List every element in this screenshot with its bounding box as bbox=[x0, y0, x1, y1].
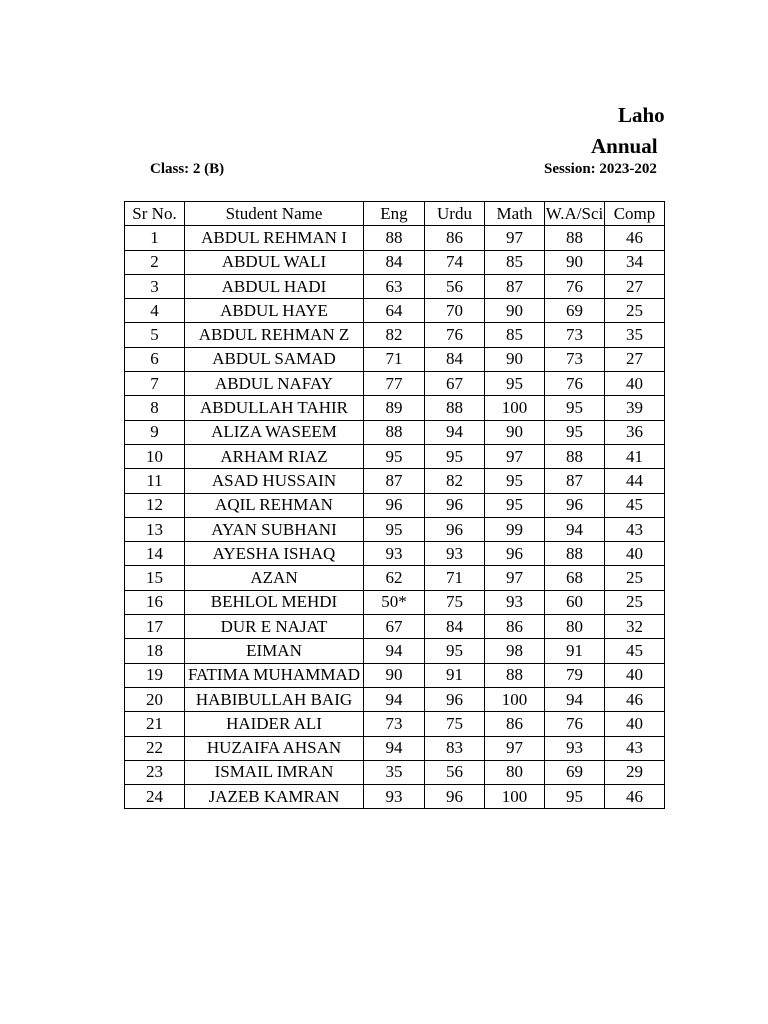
eng-cell: 88 bbox=[364, 420, 425, 444]
sr-no-cell: 13 bbox=[125, 517, 185, 541]
marks-table bbox=[124, 201, 665, 809]
math-cell: 100 bbox=[485, 687, 545, 711]
student-name-cell: DUR E NAJAT bbox=[185, 615, 364, 639]
table-row bbox=[125, 663, 665, 687]
eng-cell: 89 bbox=[364, 396, 425, 420]
student-name-cell: JAZEB KAMRAN bbox=[185, 785, 364, 809]
wa-sci-cell: 80 bbox=[545, 615, 605, 639]
wa-sci-cell: 73 bbox=[545, 323, 605, 347]
session-label: Session: 2023-202 bbox=[544, 161, 657, 177]
math-cell: 88 bbox=[485, 663, 545, 687]
student-name-cell: ARHAM RIAZ bbox=[185, 444, 364, 468]
math-cell: 97 bbox=[485, 736, 545, 760]
column-header-math: Math bbox=[485, 202, 545, 226]
wa-sci-cell: 95 bbox=[545, 785, 605, 809]
class-label: Class: 2 (B) bbox=[150, 161, 225, 177]
eng-cell: 93 bbox=[364, 785, 425, 809]
math-cell: 100 bbox=[485, 396, 545, 420]
urdu-cell: 88 bbox=[425, 396, 485, 420]
table-header-row bbox=[125, 202, 665, 226]
eng-cell: 50* bbox=[364, 590, 425, 614]
sr-no-cell: 1 bbox=[125, 226, 185, 250]
table-row bbox=[125, 250, 665, 274]
page-title-line1: Laho bbox=[618, 103, 665, 127]
math-cell: 95 bbox=[485, 372, 545, 396]
student-name-cell: AYAN SUBHANI bbox=[185, 517, 364, 541]
sr-no-cell: 18 bbox=[125, 639, 185, 663]
urdu-cell: 76 bbox=[425, 323, 485, 347]
math-cell: 85 bbox=[485, 250, 545, 274]
wa-sci-cell: 95 bbox=[545, 396, 605, 420]
table-row bbox=[125, 517, 665, 541]
sr-no-cell: 6 bbox=[125, 347, 185, 371]
sr-no-cell: 10 bbox=[125, 444, 185, 468]
urdu-cell: 75 bbox=[425, 712, 485, 736]
urdu-cell: 96 bbox=[425, 493, 485, 517]
comp-cell: 46 bbox=[605, 785, 665, 809]
math-cell: 80 bbox=[485, 760, 545, 784]
wa-sci-cell: 93 bbox=[545, 736, 605, 760]
urdu-cell: 96 bbox=[425, 687, 485, 711]
sr-no-cell: 9 bbox=[125, 420, 185, 444]
math-cell: 97 bbox=[485, 444, 545, 468]
math-cell: 95 bbox=[485, 493, 545, 517]
comp-cell: 36 bbox=[605, 420, 665, 444]
table-row bbox=[125, 420, 665, 444]
wa-sci-cell: 68 bbox=[545, 566, 605, 590]
student-name-cell: HAIDER ALI bbox=[185, 712, 364, 736]
urdu-cell: 93 bbox=[425, 542, 485, 566]
urdu-cell: 71 bbox=[425, 566, 485, 590]
wa-sci-cell: 88 bbox=[545, 226, 605, 250]
math-cell: 90 bbox=[485, 420, 545, 444]
math-cell: 93 bbox=[485, 590, 545, 614]
comp-cell: 27 bbox=[605, 347, 665, 371]
comp-cell: 32 bbox=[605, 615, 665, 639]
urdu-cell: 95 bbox=[425, 444, 485, 468]
student-name-cell: HABIBULLAH BAIG bbox=[185, 687, 364, 711]
math-cell: 86 bbox=[485, 615, 545, 639]
student-name-cell: AZAN bbox=[185, 566, 364, 590]
sr-no-cell: 22 bbox=[125, 736, 185, 760]
table-row bbox=[125, 712, 665, 736]
sr-no-cell: 3 bbox=[125, 274, 185, 298]
table-row bbox=[125, 493, 665, 517]
comp-cell: 44 bbox=[605, 469, 665, 493]
sr-no-cell: 15 bbox=[125, 566, 185, 590]
eng-cell: 71 bbox=[364, 347, 425, 371]
comp-cell: 43 bbox=[605, 517, 665, 541]
student-name-cell: FATIMA MUHAMMAD bbox=[185, 663, 364, 687]
comp-cell: 35 bbox=[605, 323, 665, 347]
eng-cell: 95 bbox=[364, 517, 425, 541]
table-row bbox=[125, 469, 665, 493]
wa-sci-cell: 96 bbox=[545, 493, 605, 517]
math-cell: 99 bbox=[485, 517, 545, 541]
eng-cell: 94 bbox=[364, 639, 425, 663]
student-name-cell: ABDUL WALI bbox=[185, 250, 364, 274]
table-row bbox=[125, 299, 665, 323]
math-cell: 87 bbox=[485, 274, 545, 298]
comp-cell: 27 bbox=[605, 274, 665, 298]
student-name-cell: EIMAN bbox=[185, 639, 364, 663]
urdu-cell: 84 bbox=[425, 347, 485, 371]
wa-sci-cell: 87 bbox=[545, 469, 605, 493]
sr-no-cell: 20 bbox=[125, 687, 185, 711]
math-cell: 97 bbox=[485, 566, 545, 590]
table-row bbox=[125, 615, 665, 639]
student-name-cell: ABDUL SAMAD bbox=[185, 347, 364, 371]
math-cell: 96 bbox=[485, 542, 545, 566]
student-name-cell: ALIZA WASEEM bbox=[185, 420, 364, 444]
wa-sci-cell: 76 bbox=[545, 274, 605, 298]
student-name-cell: AYESHA ISHAQ bbox=[185, 542, 364, 566]
column-header-wa-sci: W.A/Sci bbox=[545, 202, 605, 226]
eng-cell: 90 bbox=[364, 663, 425, 687]
comp-cell: 45 bbox=[605, 639, 665, 663]
urdu-cell: 84 bbox=[425, 615, 485, 639]
column-header-urdu: Urdu bbox=[425, 202, 485, 226]
sr-no-cell: 2 bbox=[125, 250, 185, 274]
sr-no-cell: 12 bbox=[125, 493, 185, 517]
table-row bbox=[125, 760, 665, 784]
student-name-cell: HUZAIFA AHSAN bbox=[185, 736, 364, 760]
eng-cell: 87 bbox=[364, 469, 425, 493]
urdu-cell: 82 bbox=[425, 469, 485, 493]
table-row bbox=[125, 542, 665, 566]
sr-no-cell: 23 bbox=[125, 760, 185, 784]
comp-cell: 46 bbox=[605, 226, 665, 250]
table-row bbox=[125, 226, 665, 250]
wa-sci-cell: 79 bbox=[545, 663, 605, 687]
wa-sci-cell: 88 bbox=[545, 444, 605, 468]
table-row bbox=[125, 372, 665, 396]
eng-cell: 94 bbox=[364, 736, 425, 760]
eng-cell: 96 bbox=[364, 493, 425, 517]
table-row bbox=[125, 323, 665, 347]
eng-cell: 84 bbox=[364, 250, 425, 274]
table-row bbox=[125, 639, 665, 663]
wa-sci-cell: 94 bbox=[545, 687, 605, 711]
eng-cell: 95 bbox=[364, 444, 425, 468]
table-row bbox=[125, 687, 665, 711]
table-row bbox=[125, 274, 665, 298]
column-header-comp: Comp bbox=[605, 202, 665, 226]
math-cell: 97 bbox=[485, 226, 545, 250]
comp-cell: 45 bbox=[605, 493, 665, 517]
urdu-cell: 95 bbox=[425, 639, 485, 663]
table-row bbox=[125, 396, 665, 420]
urdu-cell: 91 bbox=[425, 663, 485, 687]
wa-sci-cell: 76 bbox=[545, 712, 605, 736]
table-row bbox=[125, 444, 665, 468]
wa-sci-cell: 69 bbox=[545, 760, 605, 784]
eng-cell: 94 bbox=[364, 687, 425, 711]
eng-cell: 73 bbox=[364, 712, 425, 736]
urdu-cell: 56 bbox=[425, 274, 485, 298]
urdu-cell: 83 bbox=[425, 736, 485, 760]
student-name-cell: ABDULLAH TAHIR bbox=[185, 396, 364, 420]
comp-cell: 39 bbox=[605, 396, 665, 420]
eng-cell: 62 bbox=[364, 566, 425, 590]
sr-no-cell: 21 bbox=[125, 712, 185, 736]
math-cell: 98 bbox=[485, 639, 545, 663]
math-cell: 85 bbox=[485, 323, 545, 347]
wa-sci-cell: 91 bbox=[545, 639, 605, 663]
student-name-cell: ABDUL HAYE bbox=[185, 299, 364, 323]
wa-sci-cell: 88 bbox=[545, 542, 605, 566]
sr-no-cell: 19 bbox=[125, 663, 185, 687]
urdu-cell: 86 bbox=[425, 226, 485, 250]
wa-sci-cell: 69 bbox=[545, 299, 605, 323]
sr-no-cell: 5 bbox=[125, 323, 185, 347]
table-body bbox=[125, 226, 665, 809]
comp-cell: 34 bbox=[605, 250, 665, 274]
page-title-line2: Annual bbox=[591, 134, 658, 158]
urdu-cell: 56 bbox=[425, 760, 485, 784]
eng-cell: 88 bbox=[364, 226, 425, 250]
comp-cell: 25 bbox=[605, 566, 665, 590]
wa-sci-cell: 60 bbox=[545, 590, 605, 614]
eng-cell: 82 bbox=[364, 323, 425, 347]
column-header-eng: Eng bbox=[364, 202, 425, 226]
student-name-cell: ASAD HUSSAIN bbox=[185, 469, 364, 493]
sr-no-cell: 17 bbox=[125, 615, 185, 639]
eng-cell: 93 bbox=[364, 542, 425, 566]
eng-cell: 77 bbox=[364, 372, 425, 396]
column-header-sr-no: Sr No. bbox=[125, 202, 185, 226]
student-name-cell: ISMAIL IMRAN bbox=[185, 760, 364, 784]
sr-no-cell: 8 bbox=[125, 396, 185, 420]
table-row bbox=[125, 347, 665, 371]
urdu-cell: 96 bbox=[425, 517, 485, 541]
sr-no-cell: 11 bbox=[125, 469, 185, 493]
sr-no-cell: 16 bbox=[125, 590, 185, 614]
sr-no-cell: 7 bbox=[125, 372, 185, 396]
student-name-cell: AQIL REHMAN bbox=[185, 493, 364, 517]
wa-sci-cell: 95 bbox=[545, 420, 605, 444]
student-name-cell: ABDUL HADI bbox=[185, 274, 364, 298]
comp-cell: 40 bbox=[605, 542, 665, 566]
urdu-cell: 96 bbox=[425, 785, 485, 809]
eng-cell: 64 bbox=[364, 299, 425, 323]
math-cell: 90 bbox=[485, 299, 545, 323]
comp-cell: 25 bbox=[605, 299, 665, 323]
student-name-cell: ABDUL REHMAN I bbox=[185, 226, 364, 250]
table-row bbox=[125, 785, 665, 809]
comp-cell: 43 bbox=[605, 736, 665, 760]
comp-cell: 46 bbox=[605, 687, 665, 711]
comp-cell: 40 bbox=[605, 372, 665, 396]
column-header-student-name: Student Name bbox=[185, 202, 364, 226]
urdu-cell: 70 bbox=[425, 299, 485, 323]
wa-sci-cell: 90 bbox=[545, 250, 605, 274]
sr-no-cell: 24 bbox=[125, 785, 185, 809]
eng-cell: 35 bbox=[364, 760, 425, 784]
wa-sci-cell: 94 bbox=[545, 517, 605, 541]
comp-cell: 41 bbox=[605, 444, 665, 468]
sr-no-cell: 14 bbox=[125, 542, 185, 566]
comp-cell: 40 bbox=[605, 712, 665, 736]
wa-sci-cell: 73 bbox=[545, 347, 605, 371]
comp-cell: 25 bbox=[605, 590, 665, 614]
sr-no-cell: 4 bbox=[125, 299, 185, 323]
student-name-cell: BEHLOL MEHDI bbox=[185, 590, 364, 614]
math-cell: 90 bbox=[485, 347, 545, 371]
student-name-cell: ABDUL NAFAY bbox=[185, 372, 364, 396]
urdu-cell: 75 bbox=[425, 590, 485, 614]
comp-cell: 29 bbox=[605, 760, 665, 784]
math-cell: 86 bbox=[485, 712, 545, 736]
eng-cell: 67 bbox=[364, 615, 425, 639]
urdu-cell: 74 bbox=[425, 250, 485, 274]
urdu-cell: 67 bbox=[425, 372, 485, 396]
wa-sci-cell: 76 bbox=[545, 372, 605, 396]
table-row bbox=[125, 590, 665, 614]
table-row bbox=[125, 566, 665, 590]
comp-cell: 40 bbox=[605, 663, 665, 687]
table-row bbox=[125, 736, 665, 760]
math-cell: 95 bbox=[485, 469, 545, 493]
student-name-cell: ABDUL REHMAN Z bbox=[185, 323, 364, 347]
urdu-cell: 94 bbox=[425, 420, 485, 444]
eng-cell: 63 bbox=[364, 274, 425, 298]
math-cell: 100 bbox=[485, 785, 545, 809]
